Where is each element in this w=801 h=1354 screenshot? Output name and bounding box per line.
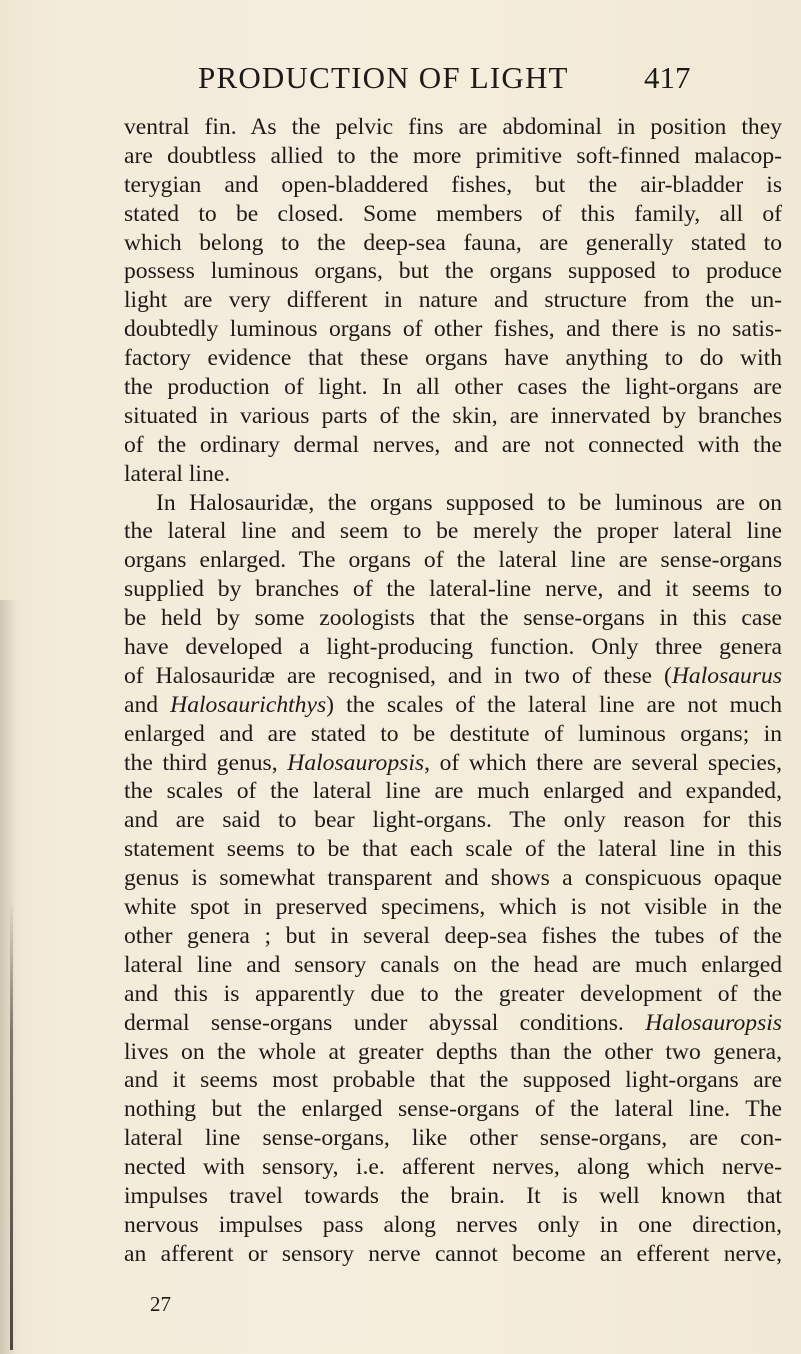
text-line: nothing but the enlarged sense-organs of the lateral line. The (124, 1096, 782, 1123)
text-line: factory evidence that these organs have anything to do with (124, 345, 782, 372)
text-line: the third genus, Halosauropsis, of which there are several species, (124, 749, 782, 776)
page-number: 417 (644, 60, 691, 95)
text-line: be held by some zoologists that the sense-organs in this case (124, 605, 782, 632)
text-line: ventral fin. As the pelvic fins are abdominal in position they (124, 114, 782, 140)
text-line: impulses travel towards the brain. It is well known that (124, 1182, 782, 1209)
text-line: the lateral line and seem to be merely the proper lateral line (124, 518, 782, 545)
genus-name-italic: Halosaurichthys (170, 691, 327, 718)
page-header (0, 58, 801, 98)
text-line: other genera ; but in several deep-sea fishes the tubes of the (124, 922, 782, 949)
body-text (124, 113, 782, 1269)
binding-edge (10, 900, 13, 1350)
text-line: and it seems most probable that the supposed light-organs are (124, 1067, 782, 1094)
text-line: terygian and open-bladdered fishes, but the air-bladder is (124, 171, 782, 198)
text-line: lives on the whole at greater depths than the other two genera, (124, 1038, 782, 1065)
text-line: stated to be closed. Some members of this family, all of (124, 200, 782, 227)
text-line: possess luminous organs, but the organs supposed to produce (124, 258, 782, 285)
text-line: white spot in preserved specimens, which is not visible in the (124, 894, 782, 921)
text-line: situated in various parts of the skin, are innervated by branches (124, 402, 782, 429)
text-line: light are very different in nature and structure from the un- (124, 287, 782, 314)
text-line: of Halosauridæ are recognised, and in two of these (Halosaurus (124, 662, 782, 689)
text-line: have developed a light-producing function. Only three genera (124, 634, 782, 661)
text-line: of the ordinary dermal nerves, and are not connected with the (124, 431, 782, 458)
text-line: and are said to bear light-organs. The only reason for this (124, 807, 782, 834)
text-line: and Halosaurichthys) the scales of the lateral line are not much (124, 691, 783, 718)
text-line: doubtedly luminous organs of other fishes, and there is no satis- (124, 316, 782, 343)
text-line: which belong to the deep-sea fauna, are generally stated to (124, 229, 782, 256)
text-line: enlarged and are stated to be destitute of luminous organs; in (124, 720, 782, 747)
genus-name-italic: Halosaurus (671, 662, 782, 689)
text-line: lateral line and sensory canals on the head are much enlarged (124, 951, 782, 978)
text-line: the production of light. In all other cases the light-organs are (124, 374, 782, 401)
text-line: statement seems to be that each scale of the lateral line in this (124, 836, 782, 863)
signature-mark: 27 (150, 1292, 171, 1316)
running-head: PRODUCTION OF LIGHT (198, 60, 569, 95)
text-line: supplied by branches of the lateral-line nerve, and it seems to (124, 576, 782, 603)
text-line: lateral line. (124, 460, 231, 487)
text-line: and this is apparently due to the greater development of the (124, 980, 782, 1007)
binding-shadow (0, 600, 18, 1354)
text-line: lateral line sense-organs, like other sense-organs, are con- (124, 1125, 782, 1152)
genus-name-italic: Halosauropsis (645, 1009, 782, 1036)
text-line: nected with sensory, i.e. afferent nerves, along which nerve- (124, 1154, 782, 1181)
genus-name-italic: Halosauropsis (287, 749, 425, 776)
text-line: the scales of the lateral line are much enlarged and expanded, (124, 778, 782, 805)
text-line: an afferent or sensory nerve cannot become an efferent nerve, (124, 1240, 782, 1267)
text-line: nervous impulses pass along nerves only in one direction, (124, 1211, 782, 1238)
text-line: genus is somewhat transparent and shows a conspicuous opaque (124, 865, 782, 892)
text-line: are doubtless allied to the more primitive soft-finned malacop- (124, 142, 782, 169)
text-line: organs enlarged. The organs of the lateral line are sense-organs (124, 547, 782, 574)
text-line: dermal sense-organs under abyssal conditions. Halosauropsis (124, 1009, 782, 1036)
text-line: In Halosauridæ, the organs supposed to be luminous are on (156, 489, 782, 516)
